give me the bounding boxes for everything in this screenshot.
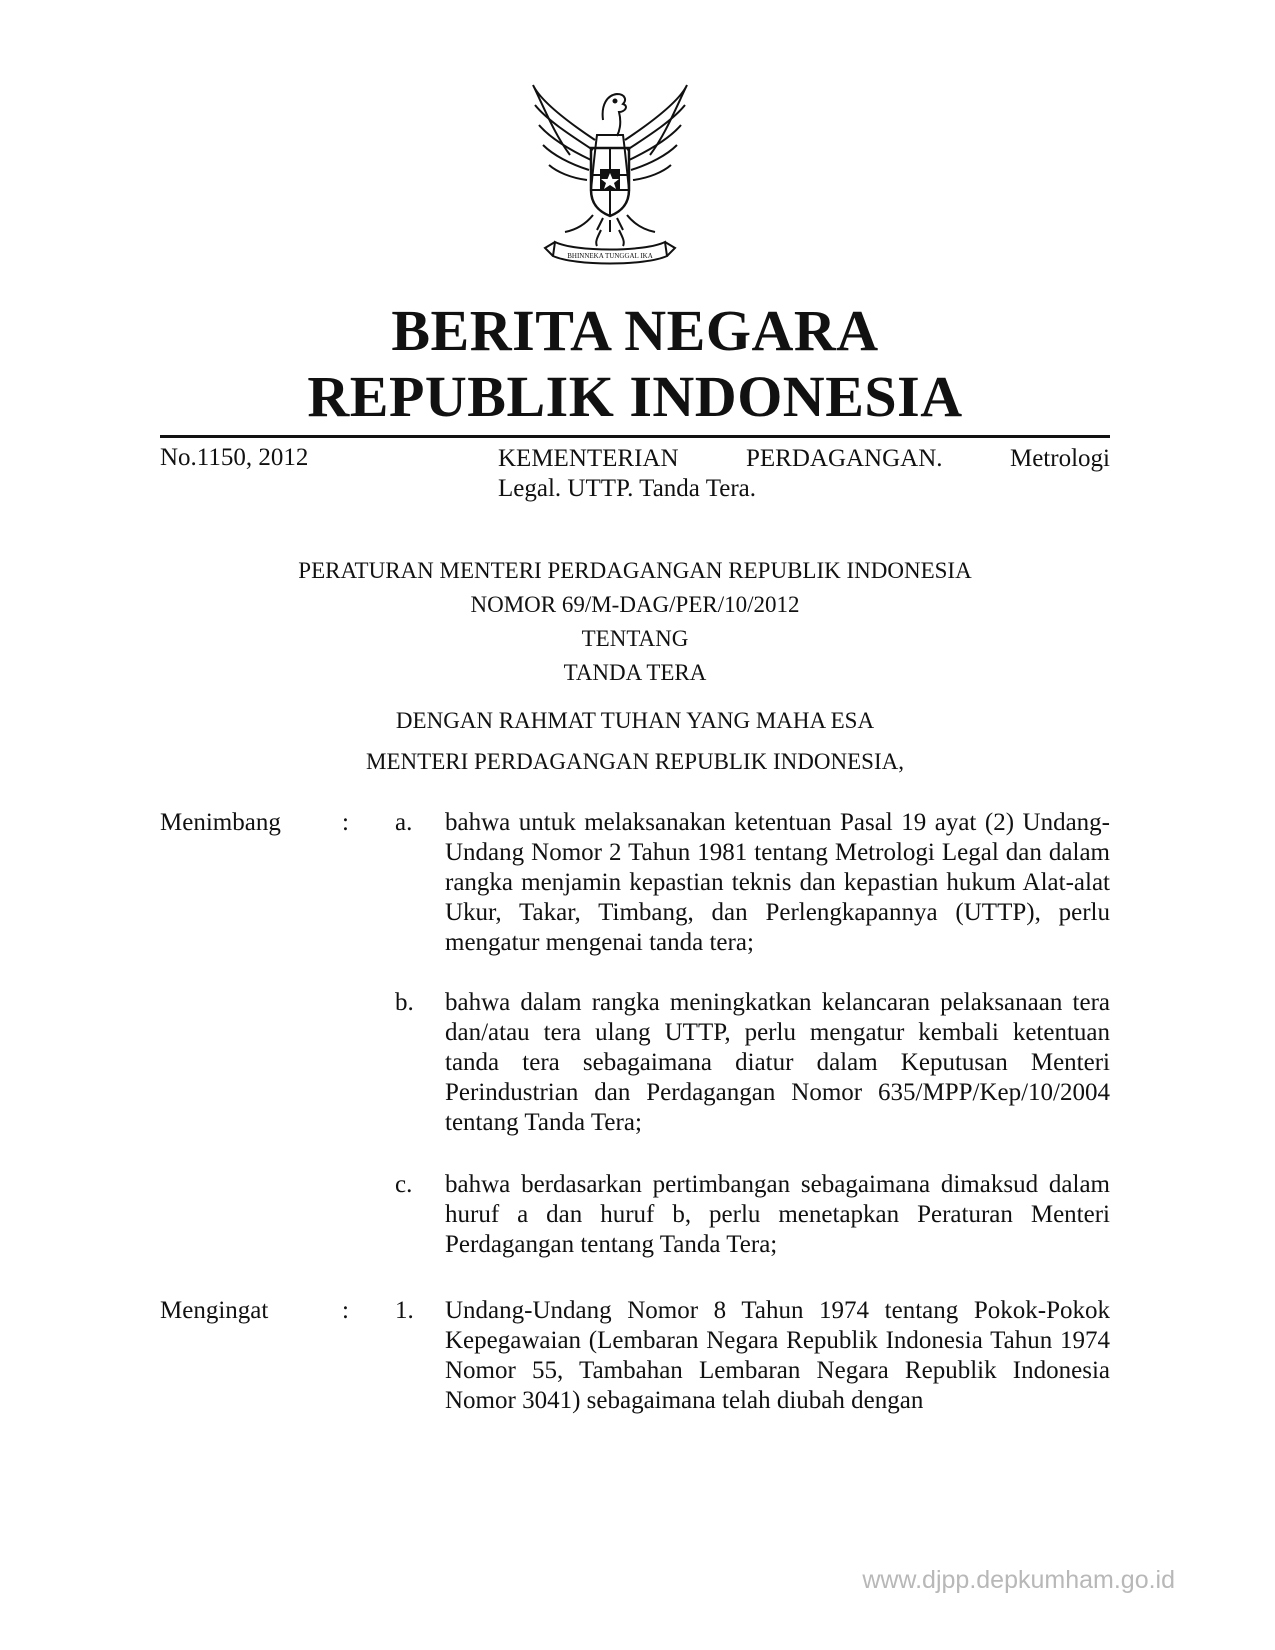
title-line: PERATURAN MENTERI PERDAGANGAN REPUBLIK INDONESIA: [298, 558, 972, 583]
item-text: bahwa dalam rangka meningkatkan kelancaran pelaksanaan tera dan/atau tera ulang UTTP, perlu mengatur kembali ketentuan tanda tera sebagaimana diatur dalam Keputusan Menteri Perindustrian dan Perdagangan Nomor 635/MPP/Kep/10/2004 tentang Tanda Tera;: [445, 989, 1110, 1136]
item-text: bahwa untuk melaksanakan ketentuan Pasal 19 ayat (2) Undang-Undang Nomor 2 Tahun 1981 tentang Metrologi Legal dan dalam rangka menjamin kepastian teknis dan kepastian hukum Alat-alat Ukur, Takar, Timbang, dan Perlengkapannya (UTTP), perlu mengatur mengenai tanda tera;: [445, 809, 1110, 956]
title-line: TENTANG: [581, 626, 689, 651]
preamble-line: DENGAN RAHMAT TUHAN YANG MAHA ESA: [395, 708, 875, 733]
item-marker: b.: [395, 989, 414, 1016]
gazette-number: No.1150, 2012: [160, 444, 309, 471]
masthead-line-1: BERITA NEGARA: [391, 298, 879, 363]
gazette-description: [498, 444, 1110, 504]
desc-word: PERDAGANGAN.: [745, 445, 943, 472]
section-colon: :: [342, 809, 349, 836]
desc-word: Metrologi: [1009, 445, 1110, 472]
item-marker: a.: [395, 809, 413, 836]
source-watermark: www.djpp.depkumham.go.id: [862, 1566, 1175, 1594]
masthead-line-2: REPUBLIK INDONESIA: [307, 364, 963, 429]
desc-word: KEMENTERIAN: [498, 445, 679, 472]
title-line: NOMOR 69/M-DAG/PER/10/2012: [470, 592, 800, 617]
item-text: bahwa berdasarkan pertimbangan sebagaimana dimaksud dalam huruf a dan huruf b, perlu menetapkan Peraturan Menteri Perdagangan tentang Tanda Tera;: [445, 1171, 1110, 1258]
masthead: [160, 298, 1110, 430]
section-label: Menimbang: [160, 809, 281, 836]
item-text: Undang-Undang Nomor 8 Tahun 1974 tentang Pokok-Pokok Kepegawaian (Lembaran Negara Republik Indonesia Tahun 1974 Nomor 55, Tambahan Lembaran Negara Republik Indonesia Nomor 3041) sebagaimana telah diubah dengan: [445, 1297, 1110, 1414]
desc-line-2: Legal. UTTP. Tanda Tera.: [498, 475, 756, 502]
preamble-line: MENTERI PERDAGANGAN REPUBLIK INDONESIA,: [366, 749, 904, 774]
masthead-divider: [160, 435, 1110, 438]
item-marker: 1.: [395, 1297, 414, 1324]
regulation-title: [160, 554, 1110, 782]
svg-text:BHINNEKA TUNGGAL IKA: BHINNEKA TUNGGAL IKA: [567, 252, 653, 260]
title-line: TANDA TERA: [563, 660, 707, 685]
item-marker: c.: [395, 1171, 413, 1198]
section-colon: :: [342, 1297, 349, 1324]
mengingat-section: [160, 1296, 1110, 1456]
section-label: Mengingat: [160, 1297, 269, 1324]
menimbang-section: [160, 808, 1110, 1288]
garuda-emblem-icon: [525, 80, 695, 270]
